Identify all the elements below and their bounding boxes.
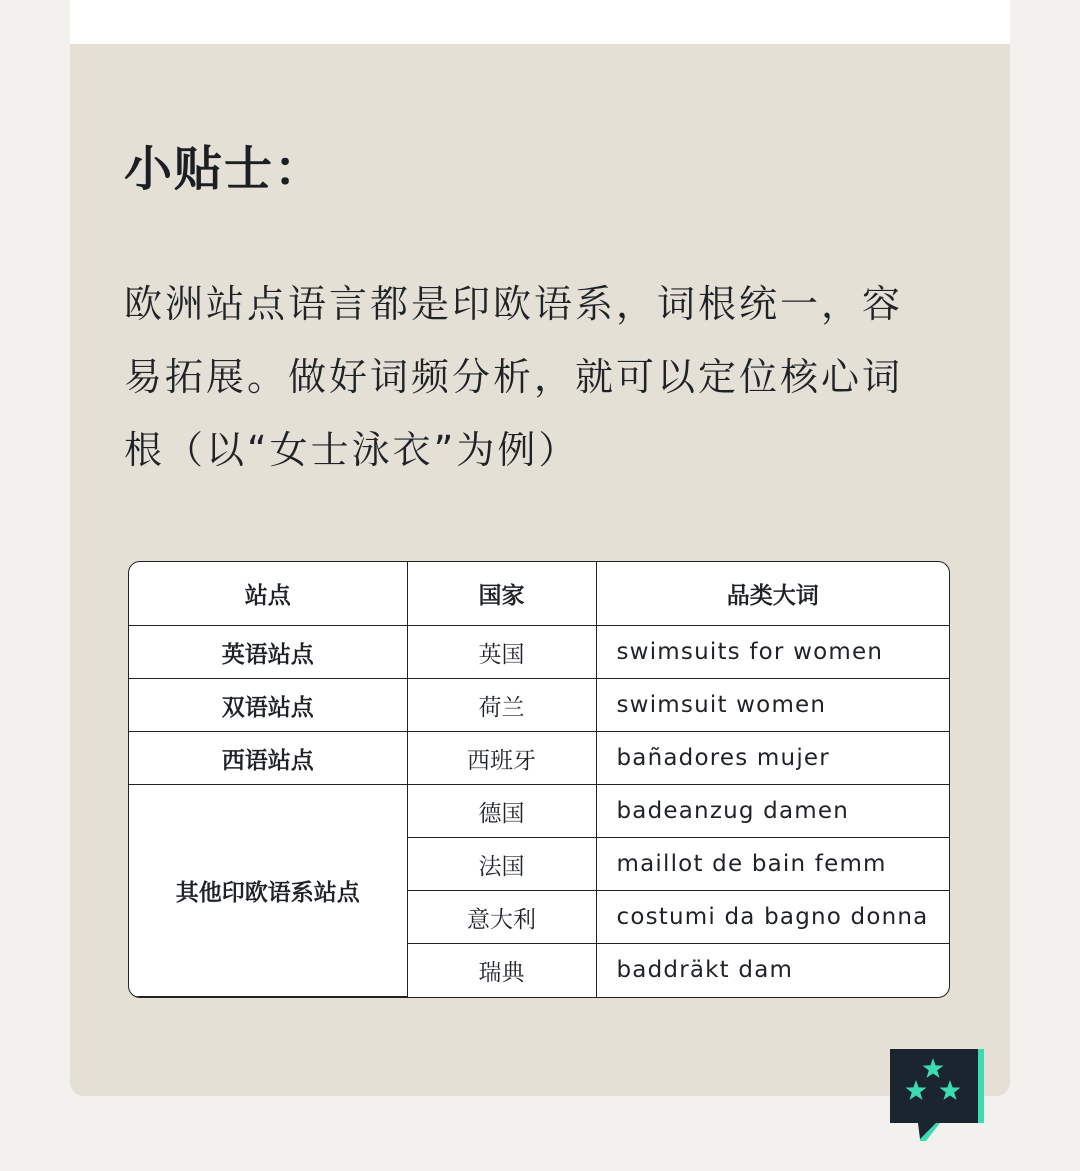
- table-row: [129, 679, 949, 732]
- header-site: 站点: [129, 562, 407, 626]
- keyword-cell: badeanzug damen: [596, 785, 949, 838]
- table-header-row: [129, 562, 949, 626]
- tip-body-line: 根（以“女士泳衣”为例）: [124, 428, 580, 472]
- header-keyword: 品类大词: [596, 562, 949, 626]
- keyword-cell: costumi da bagno donna: [596, 891, 949, 944]
- site-cell-merged: 其他印欧语系站点: [129, 785, 407, 997]
- table-row: [129, 785, 949, 838]
- country-cell: 瑞典: [407, 944, 596, 997]
- keyword-table: [128, 561, 950, 998]
- keyword-cell: baddräkt dam: [596, 944, 949, 997]
- tip-title: 小贴士：: [124, 141, 325, 197]
- stars-speech-bubble-icon: [890, 1049, 986, 1143]
- keyword-cell: swimsuits for women: [596, 626, 949, 679]
- tip-card: [70, 44, 1010, 1096]
- tip-body: [124, 268, 954, 487]
- top-white-strip: [70, 0, 1010, 44]
- table-row: [129, 626, 949, 679]
- country-cell: 荷兰: [407, 679, 596, 732]
- site-cell: 英语站点: [129, 626, 407, 679]
- site-cell: 西语站点: [129, 732, 407, 785]
- country-cell: 西班牙: [407, 732, 596, 785]
- keyword-cell: maillot de bain femm: [596, 838, 949, 891]
- country-cell: 德国: [407, 785, 596, 838]
- tip-body-line: 欧洲站点语言都是印欧语系，词根统一，容: [124, 282, 904, 326]
- keyword-cell: bañadores mujer: [596, 732, 949, 785]
- country-cell: 法国: [407, 838, 596, 891]
- table-row: [129, 732, 949, 785]
- keyword-cell: swimsuit women: [596, 679, 949, 732]
- country-cell: 英国: [407, 626, 596, 679]
- country-cell: 意大利: [407, 891, 596, 944]
- site-cell: 双语站点: [129, 679, 407, 732]
- header-country: 国家: [407, 562, 596, 626]
- tip-body-line: 易拓展。做好词频分析，就可以定位核心词: [124, 355, 904, 399]
